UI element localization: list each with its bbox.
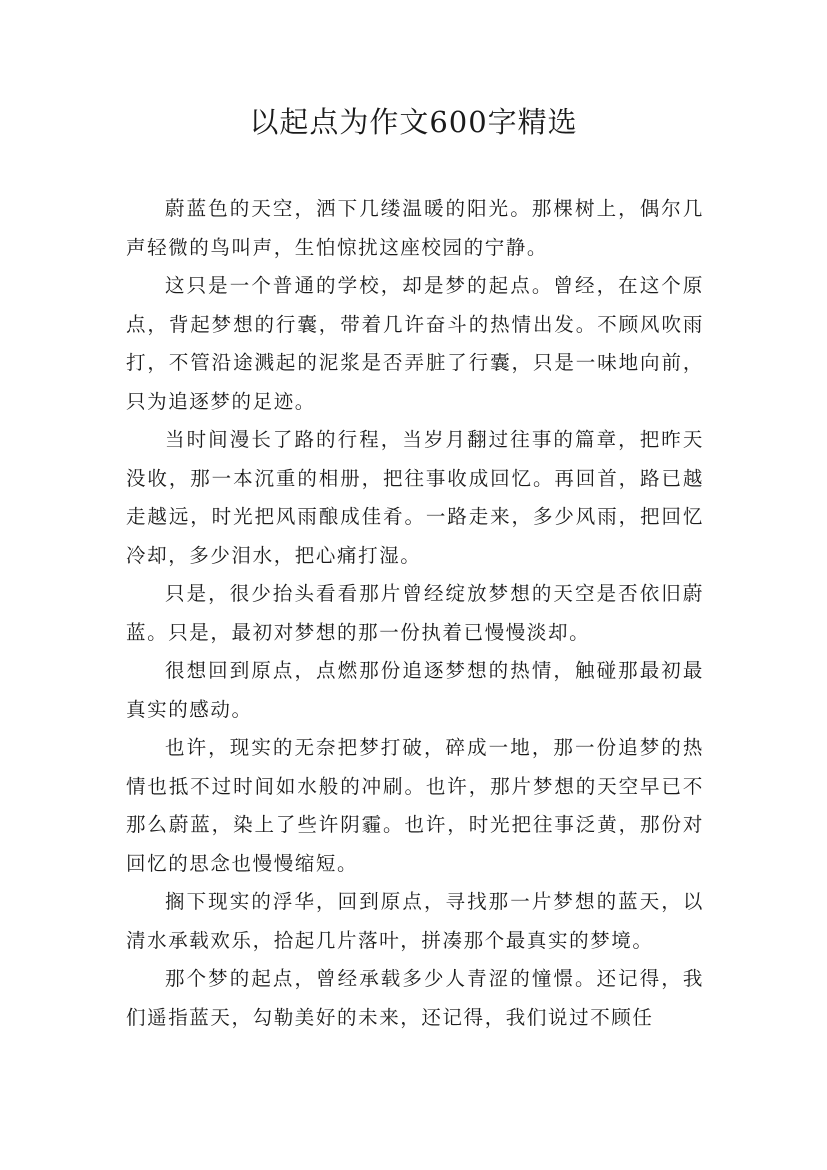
paragraph: 当时间漫长了路的行程，当岁月翻过往事的篇章，把昨天没收，那一本沉重的相册，把往事收成回忆。再回首，路已越走越远，时光把风雨酿成佳肴。一路走来，多少风雨，把回忆冷却，多少泪水，把心痛打湿。 [126,428,704,567]
paragraph: 只是，很少抬头看看那片曾经绽放梦想的天空是否依旧蔚蓝。只是，最初对梦想的那一份执着已慢慢淡却。 [126,582,704,644]
document-title: 以起点为作文600字精选 [249,105,578,139]
paragraph: 也许，现实的无奈把梦打破，碎成一地，那一份追梦的热情也抵不过时间如水般的冲刷。也许，那片梦想的天空早已不那么蔚蓝，染上了些许阴霾。也许，时光把往事泛黄，那份对回忆的思念也慢慢缩短。 [126,736,704,875]
paragraph: 这只是一个普通的学校，却是梦的起点。曾经，在这个原点，背起梦想的行囊，带着几许奋斗的热情出发。不顾风吹雨打，不管沿途溅起的泥浆是否弄脏了行囊，只是一味地向前，只为追逐梦的足迹。 [126,274,704,413]
document-body [126,190,704,1037]
paragraph: 那个梦的起点，曾经承载多少人青涩的憧憬。还记得，我们遥指蓝天，勾勒美好的未来，还记得，我们说过不顾任 [126,967,704,1029]
paragraph: 很想回到原点，点燃那份追逐梦想的热情，触碰那最初最真实的感动。 [126,659,704,721]
paragraph: 蔚蓝色的天空，洒下几缕温暖的阳光。那棵树上，偶尔几声轻微的鸟叫声，生怕惊扰这座校园的宁静。 [126,197,704,259]
paragraph: 搁下现实的浮华，回到原点，寻找那一片梦想的蓝天，以清水承载欢乐，拾起几片落叶，拼凑那个最真实的梦境。 [126,890,704,952]
